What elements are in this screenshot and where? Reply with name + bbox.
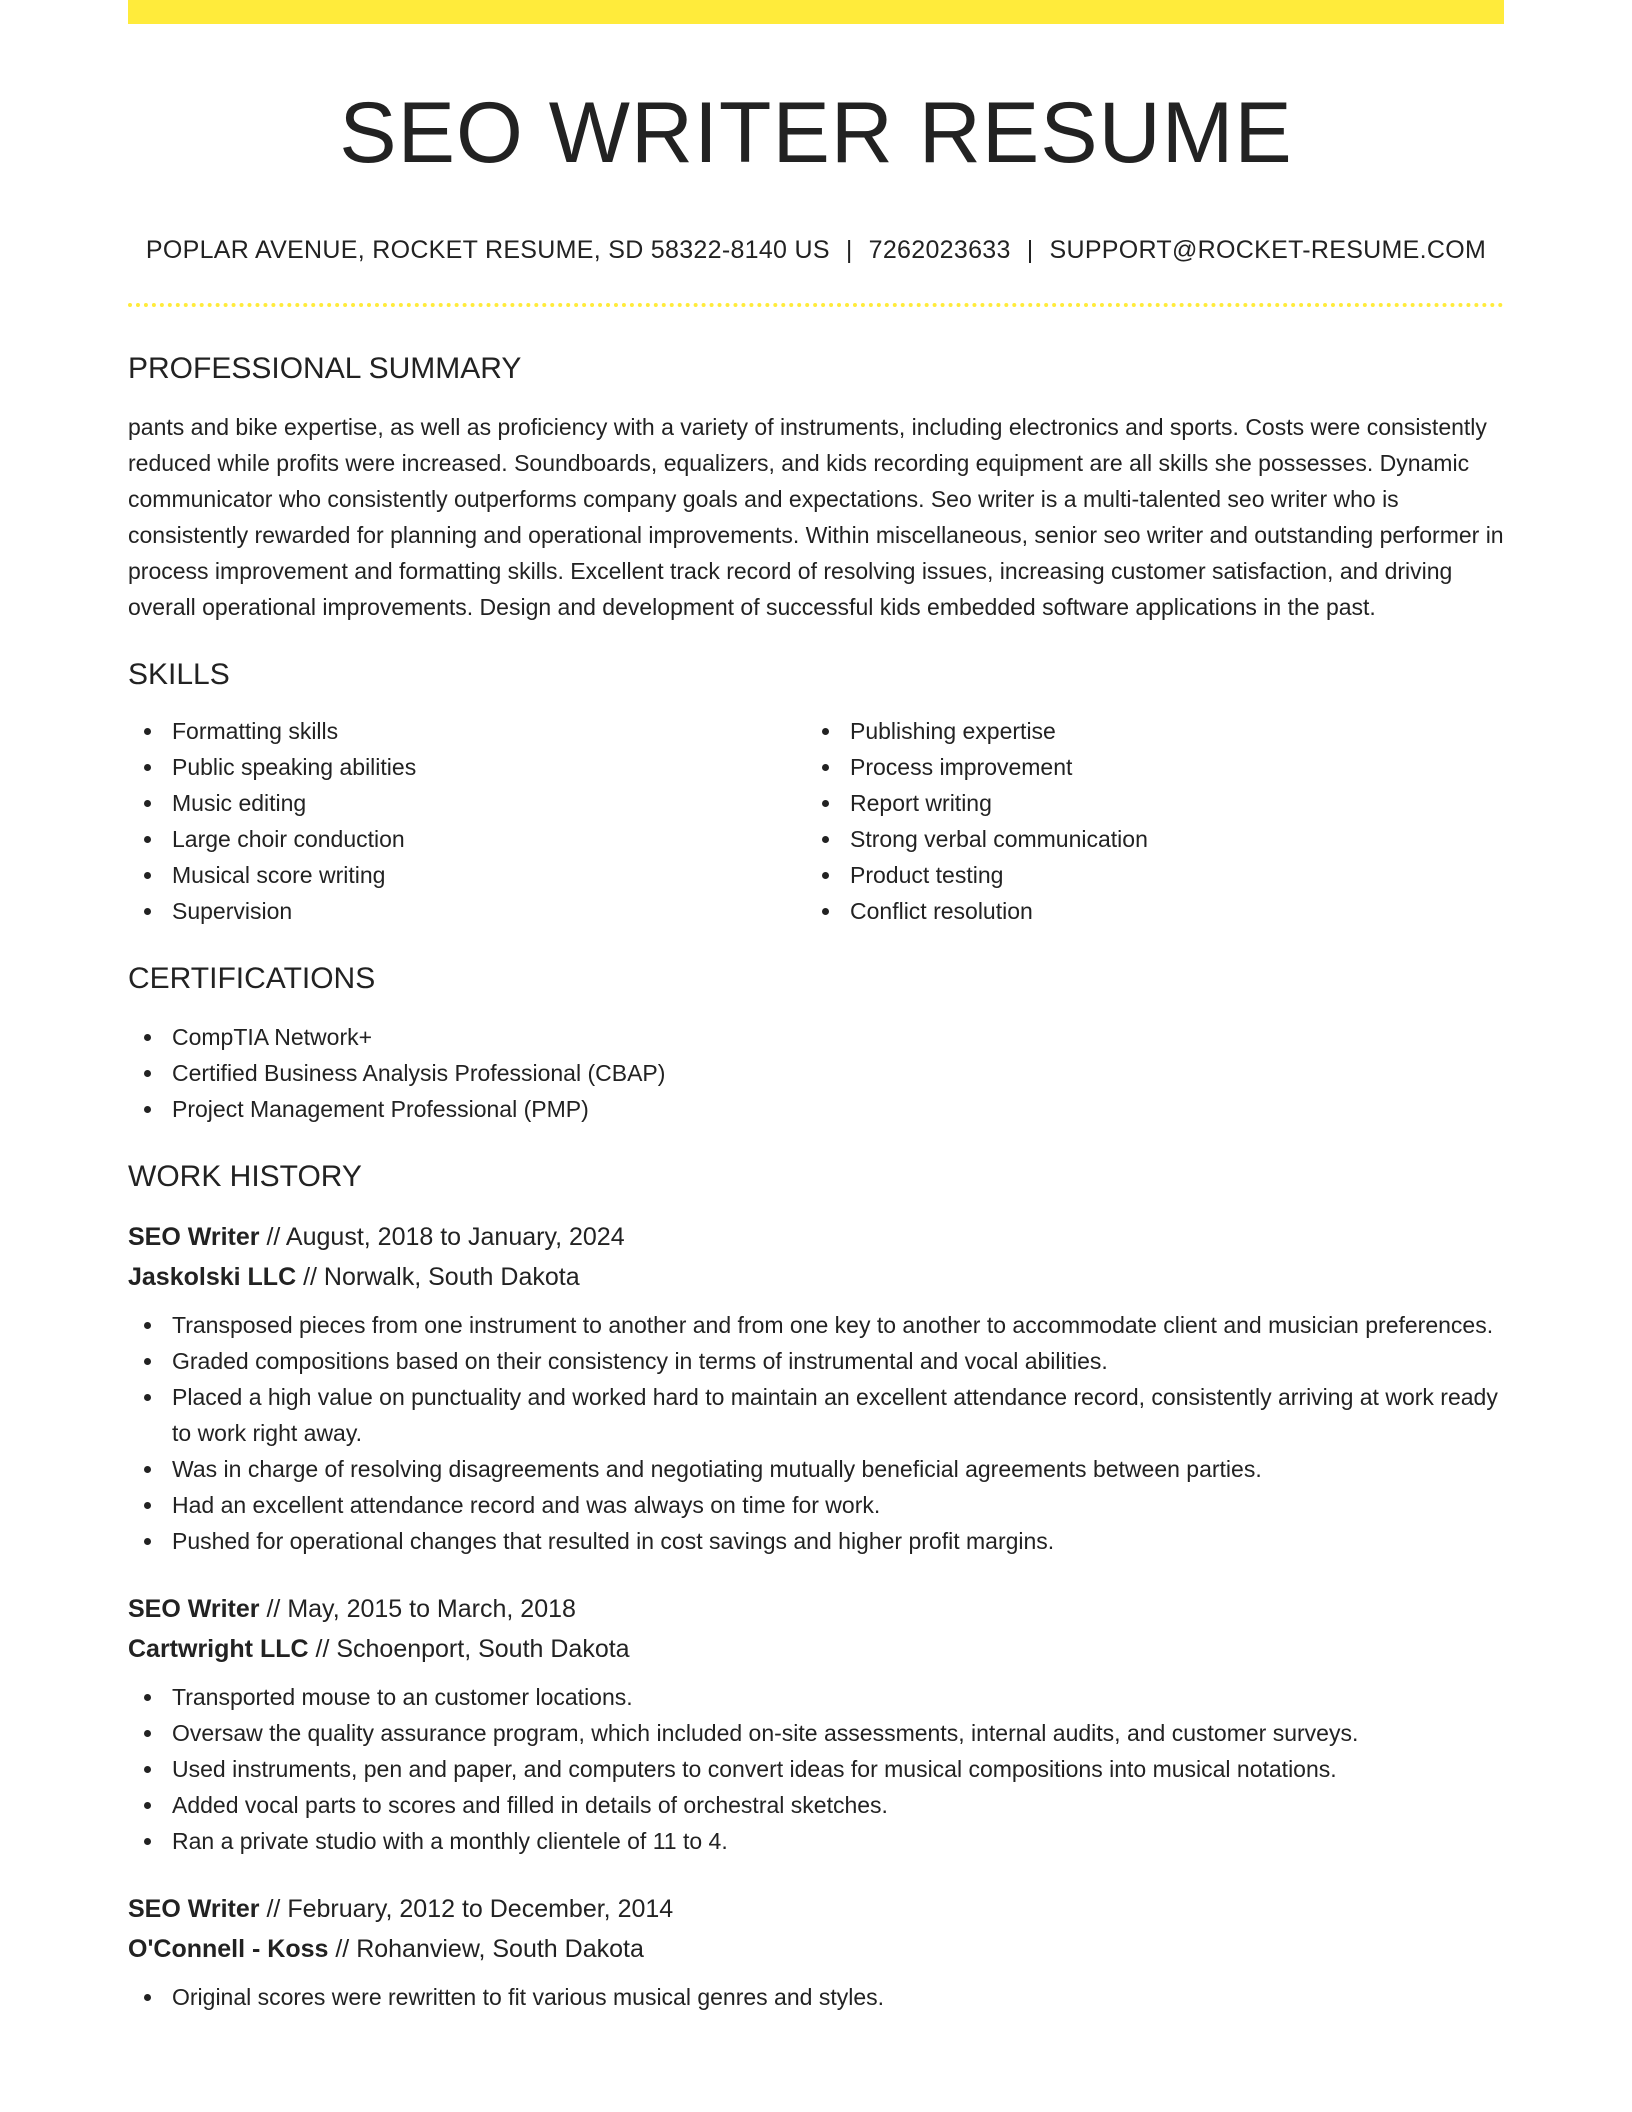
accent-top-bar <box>128 0 1504 24</box>
work-history-heading: WORK HISTORY <box>128 1159 362 1193</box>
contact-line <box>128 235 1504 265</box>
job-bullet-list <box>128 1679 1504 1859</box>
job-bullet: Placed a high value on punctuality and worked hard to maintain an excellent attendance record, consistently arriving at work ready to work right away. <box>128 1379 1504 1451</box>
job-bullet: Was in charge of resolving disagreements and negotiating mutually beneficial agreements between parties. <box>128 1451 1504 1487</box>
certification-item: CompTIA Network+ <box>128 1019 1504 1055</box>
job-bullet: Graded compositions based on their consistency in terms of instrumental and vocal abilities. <box>128 1343 1504 1379</box>
job-location: // Norwalk, South Dakota <box>296 1262 580 1291</box>
job-bullet: Added vocal parts to scores and filled in details of orchestral sketches. <box>128 1787 1504 1823</box>
job-company-line <box>128 1929 1504 1969</box>
contact-email: SUPPORT@ROCKET-RESUME.COM <box>1049 235 1487 264</box>
skill-item: Conflict resolution <box>806 893 1484 929</box>
contact-phone: 7262023633 <box>868 235 1011 264</box>
skill-item: Product testing <box>806 857 1484 893</box>
skills-list <box>128 713 1504 929</box>
certification-item: Project Management Professional (PMP) <box>128 1091 1504 1127</box>
job-bullet: Had an excellent attendance record and was always on time for work. <box>128 1487 1504 1523</box>
job-title-line <box>128 1217 1504 1257</box>
resume-page <box>128 0 1504 2015</box>
skill-item: Report writing <box>806 785 1484 821</box>
certification-item: Certified Business Analysis Professional (CBAP) <box>128 1055 1504 1091</box>
job-bullet: Pushed for operational changes that resulted in cost savings and higher profit margins. <box>128 1523 1504 1559</box>
job-bullet: Transposed pieces from one instrument to another and from one key to another to accommodate client and musician preferences. <box>128 1307 1504 1343</box>
skill-item: Strong verbal communication <box>806 821 1484 857</box>
job-entry <box>128 1217 1504 1559</box>
job-location: // Rohanview, South Dakota <box>328 1934 644 1963</box>
certifications-list <box>128 1019 1504 1127</box>
job-company: Cartwright LLC <box>128 1634 309 1663</box>
job-company-line <box>128 1257 1504 1297</box>
summary-text: pants and bike expertise, as well as proficiency with a variety of instruments, including electronics and sports. Costs were consistently reduced while profits were increased. Soundboards, equalizers, and kids recording equipment are all skills she possesses. Dynamic communicator who consistently outperforms company goals and expectations. Seo writer is a multi-talented seo writer who is consistently rewarded for planning and operational improvements. Within miscellaneous, senior seo writer and outstanding performer in process improvement and formatting skills. Excellent track record of resolving issues, increasing customer satisfaction, and driving overall operational improvements. Design and development of successful kids embedded software applications in the past. <box>128 413 1504 620</box>
contact-address: POPLAR AVENUE, ROCKET RESUME, SD 58322-8140 US <box>145 235 830 264</box>
job-dates: // May, 2015 to March, 2018 <box>259 1594 576 1623</box>
contact-separator: | <box>845 235 853 264</box>
job-dates: // August, 2018 to January, 2024 <box>259 1222 625 1251</box>
job-company: Jaskolski LLC <box>128 1262 297 1291</box>
skill-item: Supervision <box>128 893 806 929</box>
summary-heading: PROFESSIONAL SUMMARY <box>128 351 522 385</box>
header-divider <box>128 303 1504 307</box>
job-company: O'Connell - Koss <box>128 1934 329 1963</box>
job-entry <box>128 1589 1504 1859</box>
job-title: SEO Writer <box>128 1594 260 1623</box>
job-title-line <box>128 1889 1504 1929</box>
skills-column-right <box>806 713 1484 929</box>
skills-column-left <box>128 713 806 929</box>
contact-separator: | <box>1026 235 1034 264</box>
skill-item: Formatting skills <box>128 713 806 749</box>
skills-heading: SKILLS <box>128 657 230 691</box>
skill-item: Process improvement <box>806 749 1484 785</box>
skill-item: Music editing <box>128 785 806 821</box>
skill-item: Publishing expertise <box>806 713 1484 749</box>
job-bullet: Oversaw the quality assurance program, which included on-site assessments, internal audits, and customer surveys. <box>128 1715 1504 1751</box>
job-entry <box>128 1889 1504 2015</box>
resume-title: SEO WRITER RESUME <box>339 85 1293 181</box>
skill-item: Public speaking abilities <box>128 749 806 785</box>
job-title: SEO Writer <box>128 1222 260 1251</box>
job-title: SEO Writer <box>128 1894 260 1923</box>
job-bullet: Transported mouse to an customer locations. <box>128 1679 1504 1715</box>
job-company-line <box>128 1629 1504 1669</box>
job-location: // Schoenport, South Dakota <box>308 1634 630 1663</box>
certifications-heading: CERTIFICATIONS <box>128 961 376 995</box>
job-bullet: Used instruments, pen and paper, and computers to convert ideas for musical compositions into musical notations. <box>128 1751 1504 1787</box>
skill-item: Large choir conduction <box>128 821 806 857</box>
job-dates: // February, 2012 to December, 2014 <box>259 1894 674 1923</box>
job-title-line <box>128 1589 1504 1629</box>
job-bullet-list <box>128 1307 1504 1559</box>
job-bullet-list <box>128 1979 1504 2015</box>
job-bullet: Original scores were rewritten to fit various musical genres and styles. <box>128 1979 1504 2015</box>
job-bullet: Ran a private studio with a monthly clientele of 11 to 4. <box>128 1823 1504 1859</box>
skill-item: Musical score writing <box>128 857 806 893</box>
